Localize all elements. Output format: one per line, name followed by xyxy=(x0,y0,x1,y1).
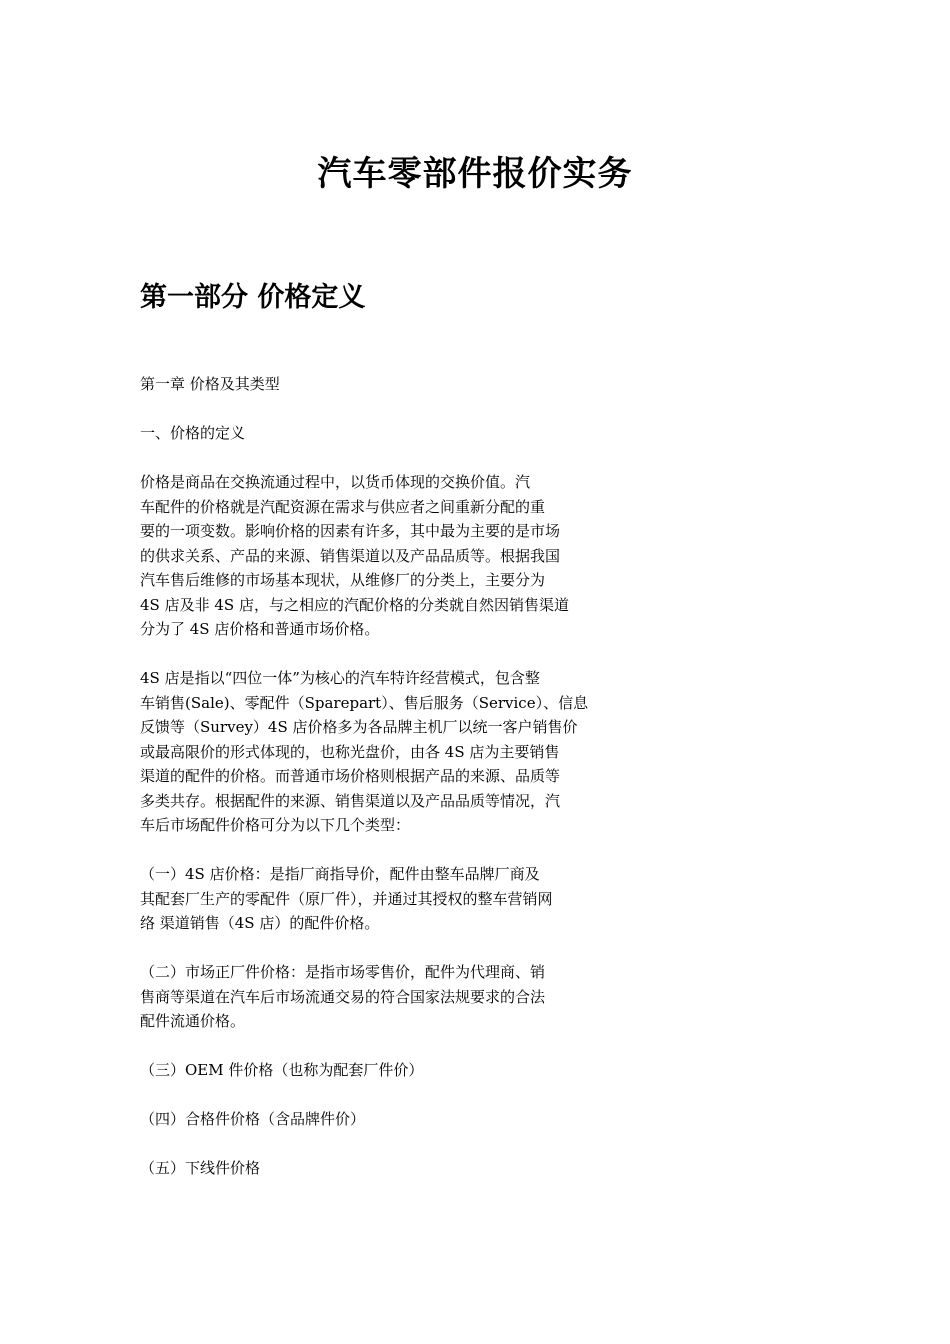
text-line: 车配件的价格就是汽配资源在需求与供应者之间重新分配的重 xyxy=(140,497,546,516)
list-item-type-5: （五）下线件价格 xyxy=(140,1159,261,1177)
text-line: 汽车售后维修的市场基本现状，从维修厂的分类上，主要分为 xyxy=(140,571,546,589)
list-item-type-3: （三）OEM 件价格（也称为配套厂件价） xyxy=(140,1061,424,1079)
text-line: 络 渠道销售（4S 店）的配件价格。 xyxy=(140,914,380,932)
text-line: 4S 店及非 4S 店，与之相应的汽配价格的分类就自然因销售渠道 xyxy=(140,595,569,614)
text-line: 多类共存。根据配件的来源、销售渠道以及产品品质等情况，汽 xyxy=(140,791,561,810)
text-line: 渠道的配件的价格。而普通市场价格则根据产品的来源、品质等 xyxy=(140,767,561,785)
text-line: 配件流通价格。 xyxy=(140,1012,246,1030)
paragraph-4s-store xyxy=(140,666,660,838)
text-line: 车后市场配件价格可分为以下几个类型： xyxy=(140,816,411,834)
text-line: 车销售(Sale)、零配件（Sparepart）、售后服务（Service）、信息 xyxy=(140,693,589,712)
text-line: 反馈等（Survey）4S 店价格多为各品牌主机厂以统一客户销售价 xyxy=(140,718,578,736)
text-line: 价格是商品在交换流通过程中，以货币体现的交换价值。汽 xyxy=(140,473,531,491)
text-line: 要的一项变数。影响价格的因素有许多，其中最为主要的是市场 xyxy=(140,522,561,540)
part-heading: 第一部分 价格定义 xyxy=(140,282,366,313)
document-body xyxy=(140,372,660,1181)
list-item-type-4: （四）合格件价格（含品牌件价） xyxy=(140,1110,366,1128)
document-title: 汽车零部件报价实务 xyxy=(317,154,633,194)
text-line: （二）市场正厂件价格：是指市场零售价，配件为代理商、销 xyxy=(140,963,546,981)
section-heading: 一、价格的定义 xyxy=(140,424,246,442)
text-line: 的供求关系、产品的来源、销售渠道以及产品品质等。根据我国 xyxy=(140,546,561,565)
text-line: 4S 店是指以“四位一体”为核心的汽车特许经营模式，包含整 xyxy=(140,669,540,687)
chapter-heading: 第一章 价格及其类型 xyxy=(140,375,280,393)
paragraph-price-definition xyxy=(140,470,660,642)
text-line: （一）4S 店价格：是指厂商指导价，配件由整车品牌厂商及 xyxy=(140,865,540,883)
paragraph-type-2 xyxy=(140,960,660,1034)
text-line: 售商等渠道在汽车后市场流通交易的符合国家法规要求的合法 xyxy=(140,987,546,1006)
paragraph-type-1 xyxy=(140,862,660,936)
text-line: 分为了 4S 店价格和普通市场价格。 xyxy=(140,620,380,638)
text-line: 或最高限价的形式体现的，也称光盘价，由各 4S 店为主要销售 xyxy=(140,742,560,761)
text-line: 其配套厂生产的零配件（原厂件），并通过其授权的整车营销网 xyxy=(140,889,553,908)
